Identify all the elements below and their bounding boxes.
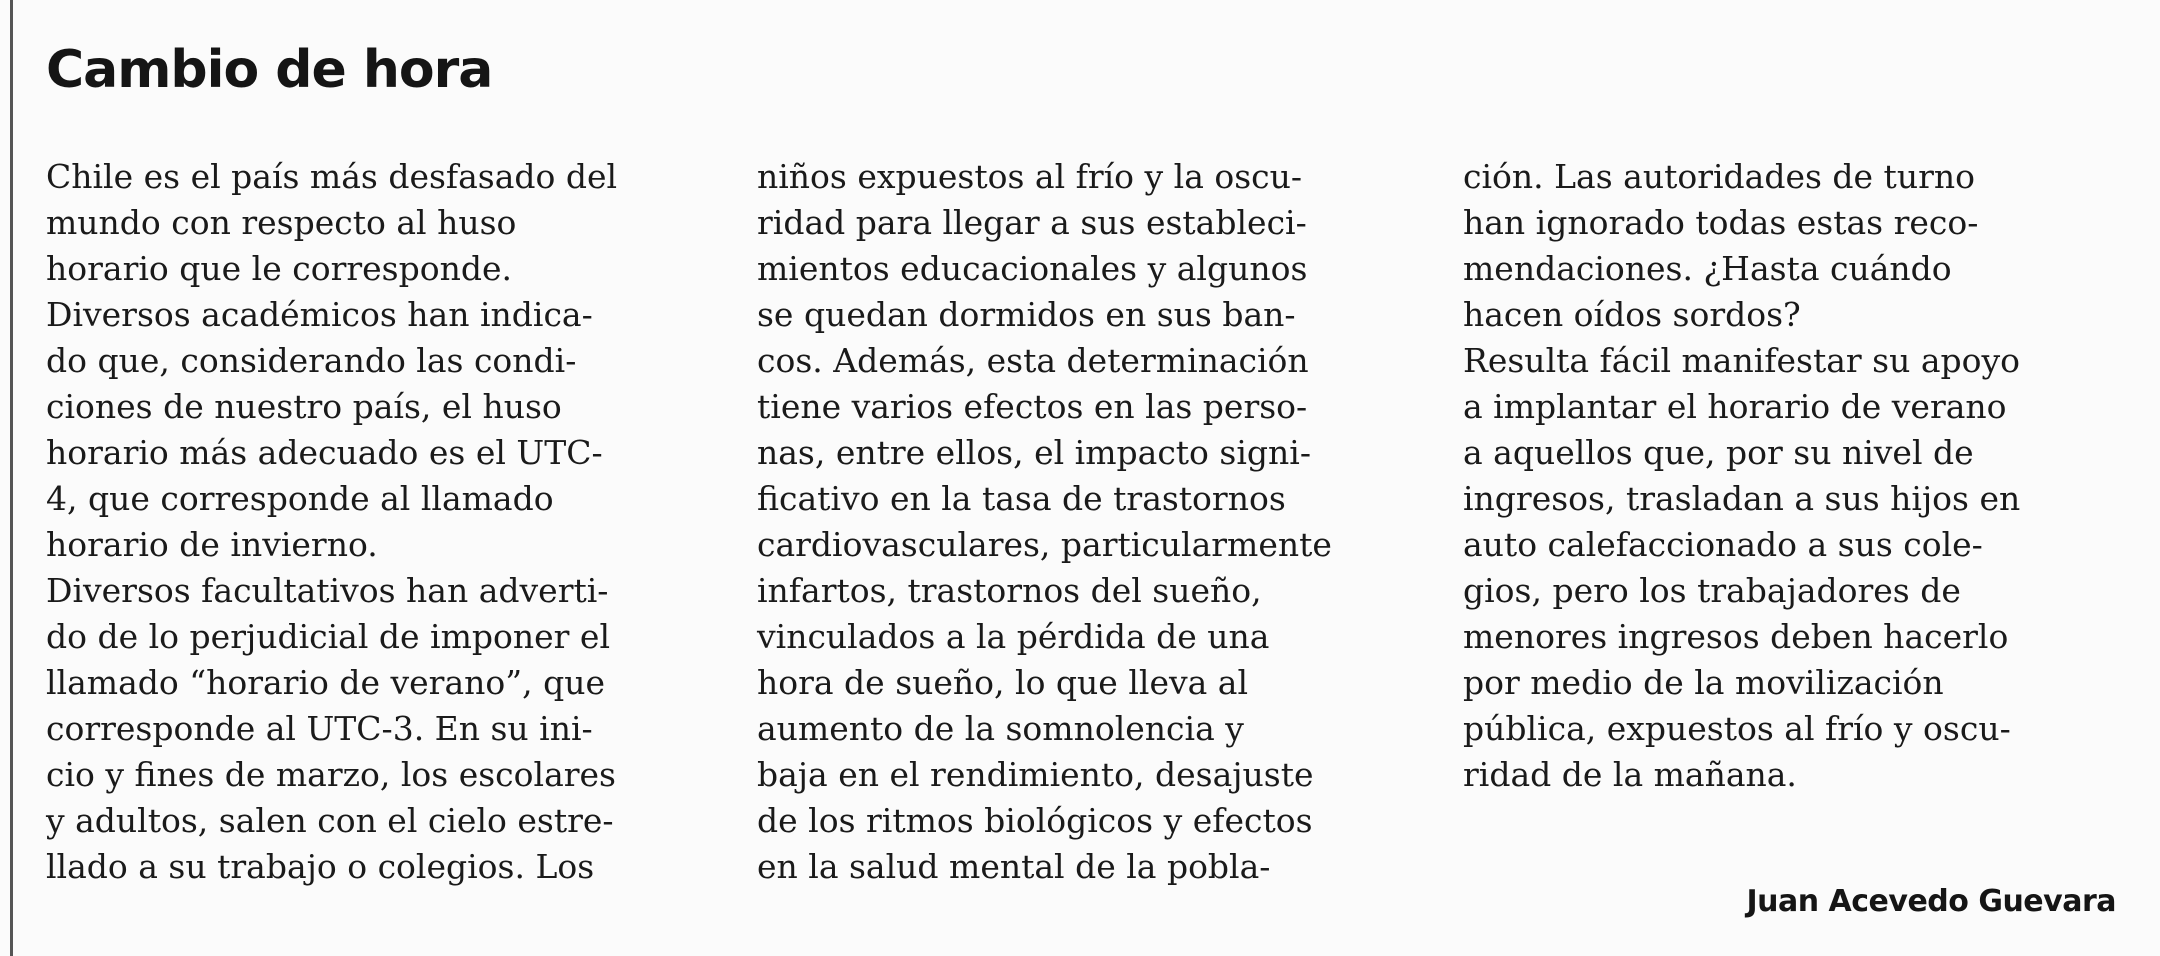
text-line: Chile es el país más desfasado del (46, 157, 618, 196)
text-line: niños expuestos al frío y la oscu- (757, 157, 1303, 196)
text-line: cardiovasculares, particularmente (757, 525, 1332, 564)
text-line: do que, considerando las condi- (46, 341, 577, 380)
text-line: Diversos académicos han indica- (46, 295, 593, 334)
text-line: horario que le corresponde. (46, 249, 512, 288)
text-line: corresponde al UTC-3. En su ini- (46, 709, 593, 748)
text-line: llamado “horario de verano”, que (46, 663, 606, 702)
text-line: Diversos facultativos han adverti- (46, 571, 609, 610)
text-line: horario más adecuado es el UTC- (46, 433, 603, 472)
text-line: ción. Las autoridades de turno (1463, 157, 1975, 196)
text-line: mientos educacionales y algunos (757, 249, 1308, 288)
text-line: vinculados a la pérdida de una (757, 617, 1270, 656)
author-signature: Juan Acevedo Guevara (1746, 884, 2116, 919)
text-line: gios, pero los trabajadores de (1463, 571, 1961, 610)
text-line: cio y fines de marzo, los escolares (46, 755, 616, 794)
text-column-2 (757, 154, 1332, 890)
text-line: cos. Además, esta determinación (757, 341, 1309, 380)
text-line: 4, que corresponde al llamado (46, 479, 554, 518)
text-line: ridad para llegar a sus estableci- (757, 203, 1307, 242)
text-line: do de lo perjudicial de imponer el (46, 617, 610, 656)
text-line: llado a su trabajo o colegios. Los (46, 847, 595, 886)
text-line: pública, expuestos al frío y oscu- (1463, 709, 2011, 748)
text-line: horario de invierno. (46, 525, 378, 564)
text-line: por medio de la movilización (1463, 663, 1944, 702)
text-line: infartos, trastornos del sueño, (757, 571, 1262, 610)
text-line: menores ingresos deben hacerlo (1463, 617, 2009, 656)
text-line: mundo con respecto al huso (46, 203, 517, 242)
text-line: auto calefaccionado a sus cole- (1463, 525, 1983, 564)
article-title: Cambio de hora (46, 40, 493, 100)
text-line: nas, entre ellos, el impacto signi- (757, 433, 1311, 472)
text-line: Resulta fácil manifestar su apoyo (1463, 341, 2021, 380)
text-line: aumento de la somnolencia y (757, 709, 1244, 748)
text-line: hacen oídos sordos? (1463, 295, 1801, 334)
text-line: ficativo en la tasa de trastornos (757, 479, 1286, 518)
text-line: a aquellos que, por su nivel de (1463, 433, 1974, 472)
text-line: han ignorado todas estas reco- (1463, 203, 1979, 242)
text-line: ridad de la mañana. (1463, 755, 1797, 794)
text-line: en la salud mental de la pobla- (757, 847, 1271, 886)
text-line: baja en el rendimiento, desajuste (757, 755, 1314, 794)
text-line: se quedan dormidos en sus ban- (757, 295, 1296, 334)
text-line: de los ritmos biológicos y efectos (757, 801, 1313, 840)
text-line: hora de sueño, lo que lleva al (757, 663, 1249, 702)
text-line: a implantar el horario de verano (1463, 387, 2007, 426)
text-line: mendaciones. ¿Hasta cuándo (1463, 249, 1952, 288)
text-line: ciones de nuestro país, el huso (46, 387, 562, 426)
text-line: ingresos, trasladan a sus hijos en (1463, 479, 2021, 518)
column-divider-rule (10, 0, 13, 956)
text-line: y adultos, salen con el cielo estre- (46, 801, 614, 840)
text-column-1 (46, 154, 617, 890)
text-line: tiene varios efectos en las perso- (757, 387, 1308, 426)
text-column-3 (1463, 154, 2020, 798)
